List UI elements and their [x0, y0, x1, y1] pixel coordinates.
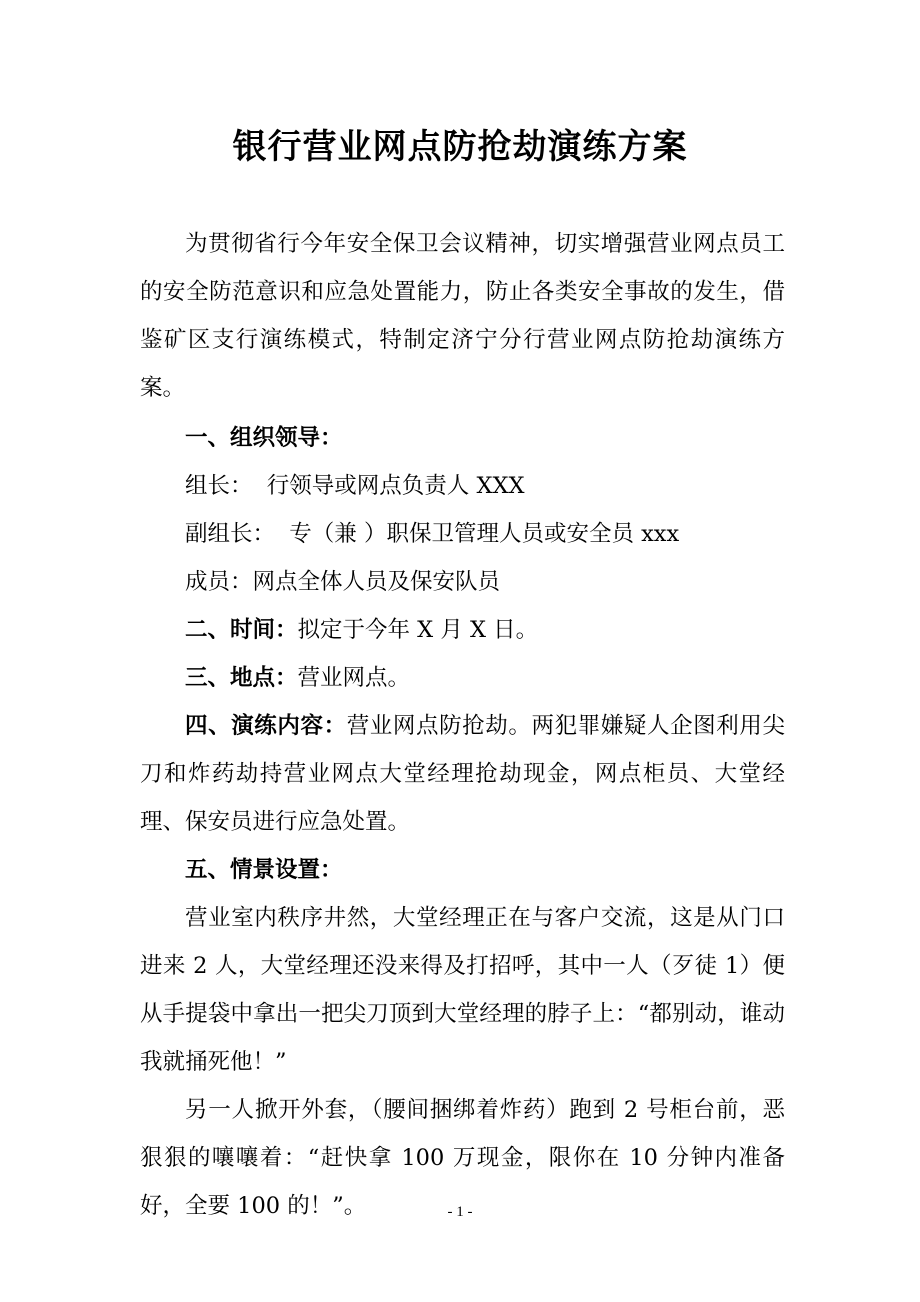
section-1-heading	[140, 414, 785, 462]
leader-line: 组长： 行领导或网点负责人 XXX	[185, 473, 525, 499]
section-5-heading	[140, 846, 785, 894]
section-2-text: 拟定于今年 X 月 X 日。	[297, 617, 539, 643]
deputy-leader-line: 副组长： 专（兼 ）职保卫管理人员或安全员 xxx	[185, 521, 680, 547]
document-title: 银行营业网点防抢劫演练方案	[232, 127, 688, 167]
members-line: 成员：网点全体人员及保安队员	[185, 569, 501, 595]
section-3-text: 营业网点。	[297, 665, 411, 691]
section-1-heading-text: 一、组织领导：	[185, 425, 343, 451]
scene-paragraph-2: 另一人掀开外套，（腰间捆绑着炸药）跑到 2 号柜台前，恶狠狠的嚷嚷着：“赶快拿 100 万现金，限你在 10 分钟内准备好，全要 100 的！”。	[140, 1097, 785, 1219]
section-4-heading: 四、演练内容：	[185, 713, 347, 739]
section-4	[140, 702, 785, 846]
page-number: - 1 -	[447, 1204, 473, 1220]
section-3-heading: 三、地点：	[185, 665, 298, 691]
section-3	[140, 654, 785, 702]
document-body	[140, 220, 785, 1230]
intro-paragraph: 为贯彻省行今年安全保卫会议精神，切实增强营业网点员工的安全防范意识和应急处置能力，防止各类安全事故的发生，借鉴矿区支行演练模式，特制定济宁分行营业网点防抢劫演练方案。	[140, 231, 785, 401]
section-5-heading-text: 五、情景设置：	[185, 857, 343, 883]
scene-paragraph-1: 营业室内秩序井然，大堂经理正在与客户交流，这是从门口进来 2 人，大堂经理还没来得及打招呼，其中一人（歹徒 1）便从手提袋中拿出一把尖刀顶到大堂经理的脖子上：“都别动，谁动我就捅死他！”	[140, 905, 785, 1075]
section-2-heading: 二、时间：	[185, 617, 298, 643]
section-2	[140, 606, 785, 654]
section-4-text: 营业网点防抢劫。两犯罪嫌疑人企图利用尖刀和炸药劫持营业网点大堂经理抢劫现金，网点柜员、大堂经理、保安员进行应急处置。	[140, 713, 785, 835]
